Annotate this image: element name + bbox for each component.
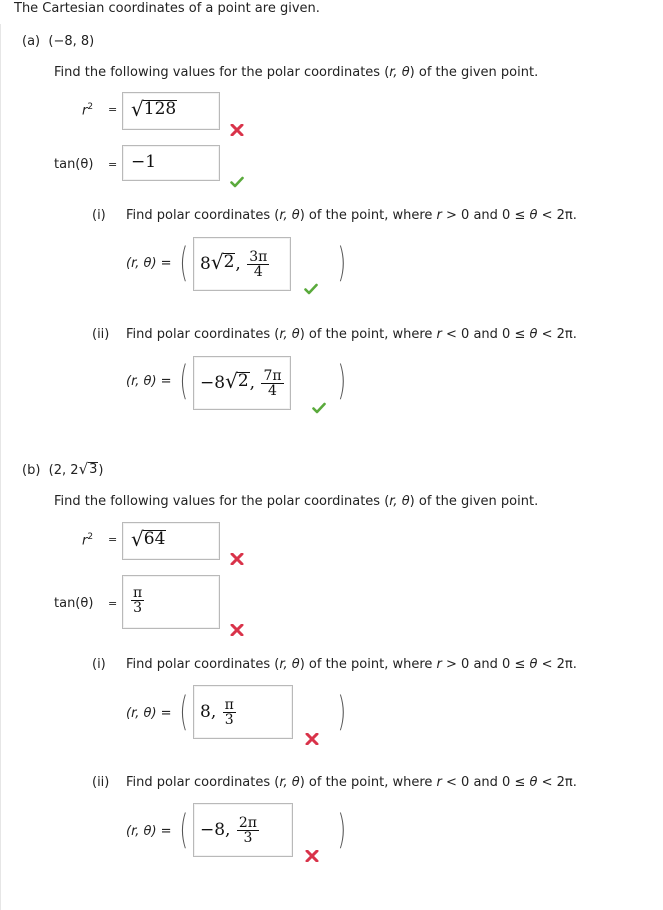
- part-b-i-left-paren: (: [179, 689, 189, 735]
- part-a-r2-label: $r^2$: [82, 102, 94, 119]
- part-a-ii-check-icon: [312, 402, 326, 414]
- part-a-i-left-paren: (: [179, 240, 189, 286]
- part-b-ii-input[interactable]: −8, $\frac{2\pi}{3}$: [193, 803, 293, 857]
- part-a-i-check-icon: [304, 283, 318, 295]
- part-a-header: (a) (−8, 8): [22, 34, 95, 49]
- part-a-ii-instruction: Find polar coordinates (r, θ) of the point, where r < 0 and 0 ≤ θ < 2π.: [126, 327, 577, 342]
- part-b-ii-left-paren: (: [179, 807, 189, 853]
- part-b-i-label: (i): [92, 657, 106, 672]
- part-b-ii-instruction: Find polar coordinates (r, θ) of the point, where r < 0 and 0 ≤ θ < 2π.: [126, 775, 577, 790]
- part-a-i-rtheta-label: (r, θ) =: [126, 256, 172, 271]
- part-a-r2-cross-icon: [230, 124, 244, 136]
- part-b-ii-rtheta-label: (r, θ) =: [126, 824, 172, 839]
- part-b-r2-label: $r^2$: [82, 532, 94, 549]
- part-b-tan-cross-icon: [230, 624, 244, 636]
- part-b-i-cross-icon: [305, 733, 319, 745]
- part-a-i-right-paren: ): [337, 240, 347, 286]
- part-b-ii-label: (ii): [92, 775, 110, 790]
- part-b-r2-cross-icon: [230, 553, 244, 565]
- part-b-i-right-paren: ): [337, 689, 347, 735]
- part-a-ii-right-paren: ): [337, 358, 347, 404]
- problem-intro: The Cartesian coordinates of a point are given.: [14, 1, 320, 16]
- part-a-instruction: Find the following values for the polar coordinates (r, θ) of the given point.: [54, 65, 539, 80]
- part-b-r2-input[interactable]: √ 64: [122, 522, 220, 560]
- part-a-tan-label: tan(θ): [54, 157, 94, 172]
- part-a-r2-input[interactable]: √ 128: [122, 92, 220, 130]
- part-a-ii-rtheta-label: (r, θ) =: [126, 374, 172, 389]
- part-a-point: (−8, 8): [48, 34, 95, 49]
- left-border: [0, 24, 1, 910]
- part-a-i-instruction: Find polar coordinates (r, θ) of the point, where r > 0 and 0 ≤ θ < 2π.: [126, 208, 577, 223]
- part-b-i-rtheta-label: (r, θ) =: [126, 706, 172, 721]
- part-b-i-input[interactable]: 8, $\frac{\pi}{3}$: [193, 685, 293, 739]
- part-a-tan-input[interactable]: −1: [122, 145, 220, 181]
- part-b-instruction: Find the following values for the polar coordinates (r, θ) of the given point.: [54, 494, 539, 509]
- part-b-ii-right-paren: ): [337, 807, 347, 853]
- part-b-tan-input[interactable]: $\frac{\pi}{3}$: [122, 575, 220, 629]
- part-b-point: (2, 2 √ 3 ): [48, 460, 104, 478]
- part-a-ii-left-paren: (: [179, 358, 189, 404]
- part-b-tan-label: tan(θ): [54, 596, 94, 611]
- part-a-i-input[interactable]: 8 √ 2 , $\frac{3\pi}{4}$: [193, 237, 291, 291]
- part-a-ii-input[interactable]: −8 √ 2 , $\frac{7\pi}{4}$: [193, 356, 291, 410]
- part-b-ii-cross-icon: [305, 850, 319, 862]
- part-a-i-label: (i): [92, 208, 106, 223]
- part-b-header: (b) (2, 2 √ 3 ): [22, 460, 104, 478]
- part-a-ii-label: (ii): [92, 327, 110, 342]
- part-b-i-instruction: Find polar coordinates (r, θ) of the point, where r > 0 and 0 ≤ θ < 2π.: [126, 657, 577, 672]
- part-a-tan-check-icon: [230, 176, 244, 188]
